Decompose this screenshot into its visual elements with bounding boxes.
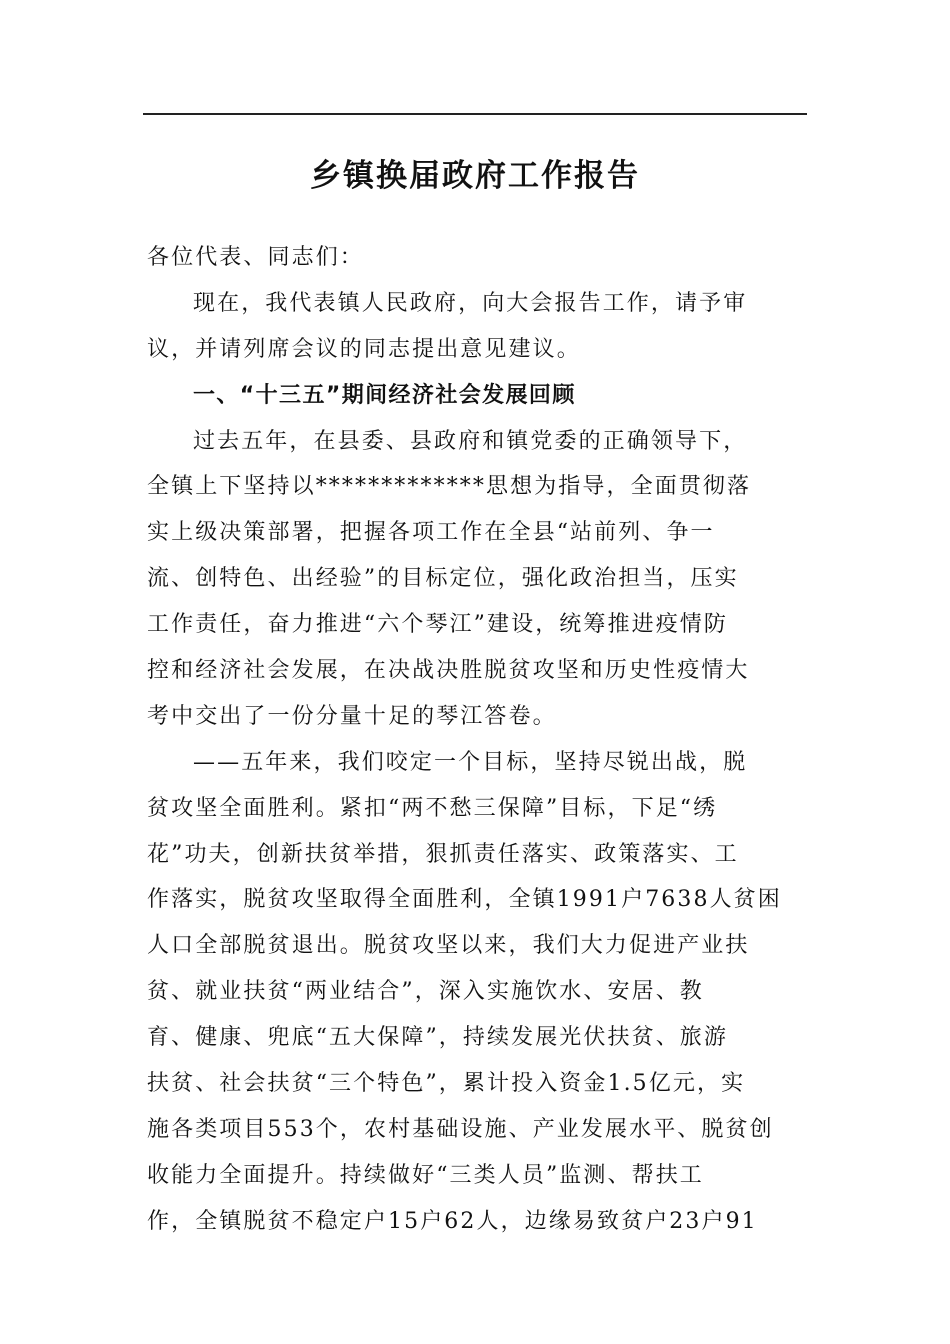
paragraph-line: ——五年来，我们咬定一个目标，坚持尽锐出战，脱 — [193, 749, 748, 775]
paragraph-line: 育、健康、兜底“五大保障”，持续发展光伏扶贫、旅游 — [147, 1025, 728, 1051]
paragraph-line: 贫、就业扶贫“两业结合”，深入实施饮水、安居、教 — [147, 979, 704, 1005]
paragraph-line: 实上级决策部署，把握各项工作在全县“站前列、争一 — [147, 520, 715, 546]
document-title: 乡镇换届政府工作报告 — [310, 158, 640, 194]
paragraph-line: 全镇上下坚持以*************思想为指导，全面贯彻落 — [147, 474, 752, 500]
paragraph-line: 施各类项目553个，农村基础设施、产业发展水平、脱贫创 — [147, 1116, 774, 1142]
paragraph-line: 流、创特色、出经验”的目标定位，强化政治担当，压实 — [147, 566, 739, 592]
paragraph-line: 现在，我代表镇人民政府，向大会报告工作，请予审 — [193, 290, 748, 316]
paragraph-line: 工作责任，奋力推进“六个琴江”建设，统筹推进疫情防 — [147, 612, 728, 638]
document-body — [147, 235, 811, 1245]
paragraph-line: 作，全镇脱贫不稳定户15户62人，边缘易致贫户23户91 — [147, 1208, 758, 1234]
paragraph-line: 控和经济社会发展，在决战决胜脱贫攻坚和历史性疫情大 — [147, 658, 750, 684]
paragraph-line: 考中交出了一份分量十足的琴江答卷。 — [147, 703, 557, 729]
paragraph-line: 过去五年，在县委、县政府和镇党委的正确领导下， — [193, 428, 748, 454]
paragraph-line: 贫攻坚全面胜利。紧扣“两不愁三保障”目标，下足“绣 — [147, 795, 718, 821]
header-divider — [143, 113, 807, 115]
salutation-line: 各位代表、同志们： — [147, 245, 364, 270]
paragraph-line: 人口全部脱贫退出。脱贫攻坚以来，我们大力促进产业扶 — [147, 933, 750, 959]
paragraph-line: 扶贫、社会扶贫“三个特色”，累计投入资金1.5亿元，实 — [147, 1071, 746, 1097]
paragraph-line: 议，并请列席会议的同志提出意见建议。 — [147, 336, 581, 362]
section-heading: 一、“十三五”期间经济社会发展回顾 — [193, 382, 576, 408]
paragraph-line: 作落实，脱贫攻坚取得全面胜利，全镇1991户7638人贫困 — [147, 887, 782, 913]
paragraph-line: 花”功夫，创新扶贫举措，狠抓责任落实、政策落实、工 — [147, 841, 739, 867]
paragraph-line: 收能力全面提升。持续做好“三类人员”监测、帮扶工 — [147, 1162, 704, 1188]
